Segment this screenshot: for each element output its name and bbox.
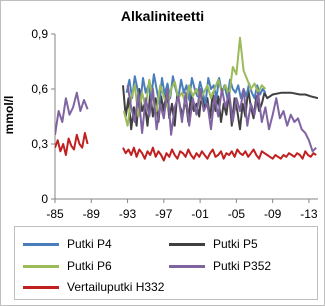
legend-item-p352 [169, 259, 271, 273]
legend-swatch-p6 [23, 265, 59, 268]
x-tick-label: -89 [82, 207, 100, 221]
legend-item-p4 [23, 237, 112, 251]
legend-item-p6 [23, 259, 112, 273]
legend-swatch-p352 [169, 265, 205, 268]
legend-item-h332 [23, 280, 164, 294]
x-tick-label: -13 [300, 207, 318, 221]
legend-item-p5 [169, 237, 258, 251]
legend-label-p4: Putki P4 [67, 237, 112, 251]
y-tick-label: 0,9 [31, 27, 48, 41]
x-tick-label: -93 [118, 207, 137, 221]
y-tick-label: 0,6 [31, 82, 48, 96]
y-tick-label: 0 [41, 192, 48, 206]
legend-label-p5: Putki P5 [213, 237, 258, 251]
x-tick-label: -01 [191, 207, 209, 221]
series-line [55, 133, 88, 155]
x-tick-label: -97 [155, 207, 173, 221]
legend-swatch-p5 [169, 243, 205, 246]
series-line [123, 148, 316, 161]
y-axis-label: mmol/l [2, 95, 16, 135]
legend-label-p352: Putki P352 [213, 259, 272, 273]
legend-swatch-p4 [23, 243, 59, 246]
y-tick-label: 0,3 [31, 137, 48, 151]
legend [14, 226, 318, 300]
series-line [55, 93, 88, 135]
legend-label-p6: Putki P6 [67, 259, 112, 273]
chart-title: Alkaliniteetti [120, 8, 205, 24]
legend-label-h332: Vertailuputki H332 [67, 280, 165, 294]
x-tick-label: -09 [263, 207, 282, 221]
legend-swatch-h332 [23, 286, 59, 289]
x-tick-label: -85 [46, 207, 64, 221]
x-tick-label: -05 [227, 207, 246, 221]
